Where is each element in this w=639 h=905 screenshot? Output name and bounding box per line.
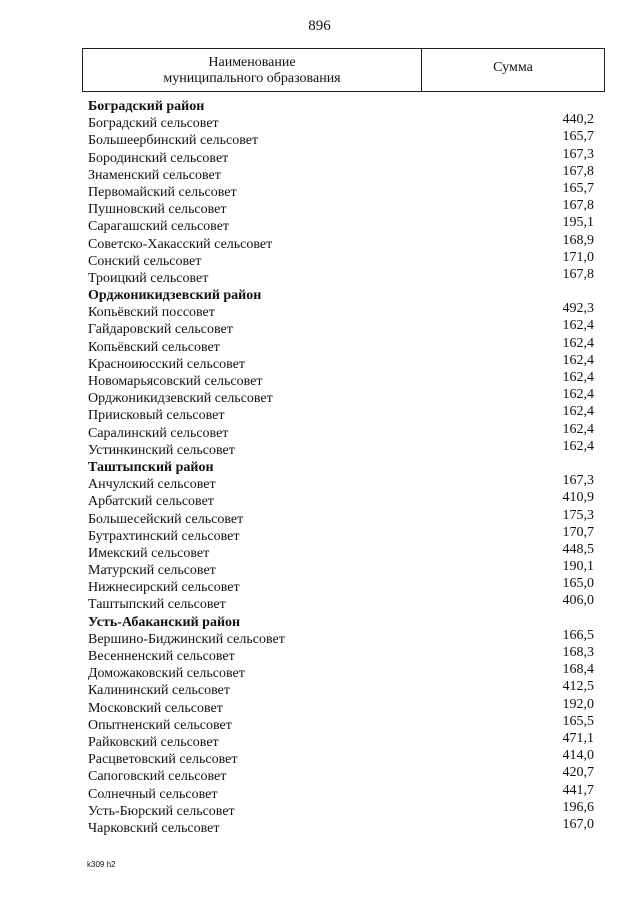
table-row <box>88 524 608 545</box>
municipality-name: Усть-Бюрский сельсовет <box>88 803 235 819</box>
table-row <box>88 541 608 562</box>
sum-value: 167,3 <box>562 473 594 489</box>
sum-value: 165,5 <box>562 713 594 729</box>
table-row <box>88 765 608 785</box>
table-row <box>88 352 608 373</box>
municipality-name: Матурский сельсовет <box>88 563 216 579</box>
municipality-name: Знаменский сельсовет <box>88 167 221 183</box>
municipality-name: Бородинский сельсовет <box>88 150 229 166</box>
table-row <box>88 662 608 682</box>
sum-value: 162,4 <box>562 404 594 420</box>
municipality-name: Опытненский сельсовет <box>88 717 232 733</box>
municipality-name: Советско-Хакасский сельсовет <box>88 236 273 252</box>
table-row <box>88 198 608 218</box>
municipality-name: Калининский сельсовет <box>88 683 230 699</box>
sum-value: 168,9 <box>562 232 594 248</box>
table-row <box>88 387 608 407</box>
sum-value: 162,4 <box>562 370 594 385</box>
municipality-name: Сонский сельсовет <box>88 253 202 269</box>
municipality-name: Копьёвский сельсовет <box>88 339 220 355</box>
municipality-name: Вершино-Биджинский сельсовет <box>88 631 285 647</box>
table-row <box>88 266 608 287</box>
table-header <box>82 48 605 92</box>
table-row <box>88 593 608 613</box>
sum-value: 192,0 <box>562 696 594 712</box>
sum-value: 175,3 <box>562 507 594 523</box>
municipality-name: Троицкий сельсовет <box>88 270 209 286</box>
sum-value: 165,0 <box>562 576 594 592</box>
table-row <box>88 490 608 510</box>
district-heading-row <box>88 98 608 115</box>
sum-value: 162,4 <box>562 352 594 368</box>
municipality-name: Пушновский сельсовет <box>88 202 227 218</box>
table-body <box>88 98 608 837</box>
municipality-name: Бутрахтинский сельсовет <box>88 528 240 544</box>
sum-value: 420,7 <box>562 765 594 781</box>
municipality-name: Копьёвский поссовет <box>88 305 215 321</box>
district-name: Орджоникидзевский район <box>88 288 262 304</box>
column-header-name-label: Наименование муниципального образования <box>163 55 341 86</box>
municipality-name: Большесейский сельсовет <box>88 511 244 527</box>
sum-value: 168,4 <box>562 662 594 678</box>
municipality-name: Нижнесирский сельсовет <box>88 580 240 596</box>
table-row <box>88 799 608 820</box>
district-heading-row <box>88 614 608 631</box>
table-row <box>88 370 608 390</box>
sum-value: 441,7 <box>562 782 594 798</box>
sum-value: 410,9 <box>562 490 594 506</box>
sum-value: 195,1 <box>562 215 594 231</box>
municipality-name: Доможаковский сельсовет <box>88 666 245 682</box>
district-name: Таштыпский район <box>88 459 214 475</box>
sum-value: 171,0 <box>562 249 594 265</box>
table-row <box>88 748 608 768</box>
municipality-name: Солнечный сельсовет <box>88 786 218 802</box>
municipality-name: Райковский сельсовет <box>88 734 219 750</box>
municipality-name: Устинкинский сельсовет <box>88 442 235 458</box>
sum-value: 414,0 <box>562 748 594 764</box>
municipality-name: Расцветовский сельсовет <box>88 752 238 768</box>
table-row <box>88 782 608 803</box>
sum-value: 190,1 <box>562 559 594 575</box>
municipality-name: Орджоникидзевский сельсовет <box>88 391 273 407</box>
table-row <box>88 232 608 253</box>
municipality-name: Новомарьясовский сельсовет <box>88 374 263 389</box>
sum-value: 162,4 <box>562 438 594 454</box>
table-row <box>88 713 608 734</box>
table-row <box>88 645 608 665</box>
municipality-name: Имекский сельсовет <box>88 545 210 561</box>
district-heading-row <box>88 459 608 476</box>
sum-value: 167,0 <box>562 816 594 832</box>
sum-value: 412,5 <box>562 679 594 695</box>
sum-value: 162,4 <box>562 387 594 403</box>
sum-value: 196,6 <box>562 799 594 815</box>
sum-value: 165,7 <box>562 129 594 145</box>
table-row <box>88 576 608 596</box>
table-row <box>88 627 608 648</box>
table-row <box>88 318 608 338</box>
table-row <box>88 335 608 356</box>
sum-value: 162,4 <box>562 335 594 351</box>
table-row <box>88 404 608 424</box>
table-row <box>88 730 608 751</box>
column-header-sum <box>422 49 604 91</box>
table-row <box>88 215 608 235</box>
municipality-name: Красноиюсский сельсовет <box>88 356 245 372</box>
sum-value: 166,5 <box>562 627 594 643</box>
district-name: Боградский район <box>88 99 205 114</box>
sum-value: 471,1 <box>562 730 594 746</box>
table-row <box>88 112 608 132</box>
municipality-name: Сапоговский сельсовет <box>88 769 227 785</box>
municipality-name: Весенненский сельсовет <box>88 649 235 664</box>
sum-value: 167,8 <box>562 266 594 282</box>
table-row <box>88 301 608 321</box>
sum-value: 167,8 <box>562 163 594 179</box>
sum-value: 492,3 <box>562 301 594 317</box>
sum-value: 162,4 <box>562 421 594 437</box>
municipality-name: Таштыпский сельсовет <box>88 597 226 613</box>
sum-value: 406,0 <box>562 593 594 609</box>
column-header-name <box>83 49 422 91</box>
table-row <box>88 180 608 201</box>
municipality-name: Арбатский сельсовет <box>88 494 214 510</box>
municipality-name: Приисковый сельсовет <box>88 408 225 424</box>
sum-value: 165,7 <box>562 180 594 196</box>
table-row <box>88 559 608 579</box>
table-row <box>88 146 608 167</box>
table-row <box>88 438 608 459</box>
municipality-name: Первомайский сельсовет <box>88 184 237 200</box>
municipality-name: Сарагашский сельсовет <box>88 219 230 235</box>
sum-value: 448,5 <box>562 541 594 557</box>
table-row <box>88 163 608 184</box>
sum-value: 162,4 <box>562 318 594 334</box>
table-row <box>88 507 608 528</box>
sum-value: 170,7 <box>562 524 594 540</box>
district-name: Усть-Абаканский район <box>88 614 241 630</box>
table-row <box>88 679 608 699</box>
sum-value: 167,8 <box>562 198 594 214</box>
table-row <box>88 249 608 270</box>
table-row <box>88 421 608 442</box>
column-header-sum-label: Сумма <box>493 60 533 75</box>
sum-value: 167,3 <box>562 146 594 162</box>
table-row <box>88 473 608 493</box>
municipality-name: Московский сельсовет <box>88 700 223 716</box>
sum-value: 440,2 <box>562 112 594 128</box>
table-row <box>88 129 608 149</box>
table-row <box>88 696 608 717</box>
page-number: 896 <box>308 18 331 34</box>
municipality-name: Анчулский сельсовет <box>88 477 216 493</box>
district-heading-row <box>88 287 608 304</box>
municipality-name: Чарковский сельсовет <box>88 820 220 836</box>
municipality-name: Гайдаровский сельсовет <box>88 322 233 338</box>
footer-code: k309 h2 <box>87 860 116 869</box>
municipality-name: Саралинский сельсовет <box>88 425 229 441</box>
sum-value: 168,3 <box>562 645 594 660</box>
municipality-name: Боградский сельсовет <box>88 116 219 132</box>
table-row <box>88 816 608 837</box>
municipality-name: Большеербинский сельсовет <box>88 133 259 149</box>
